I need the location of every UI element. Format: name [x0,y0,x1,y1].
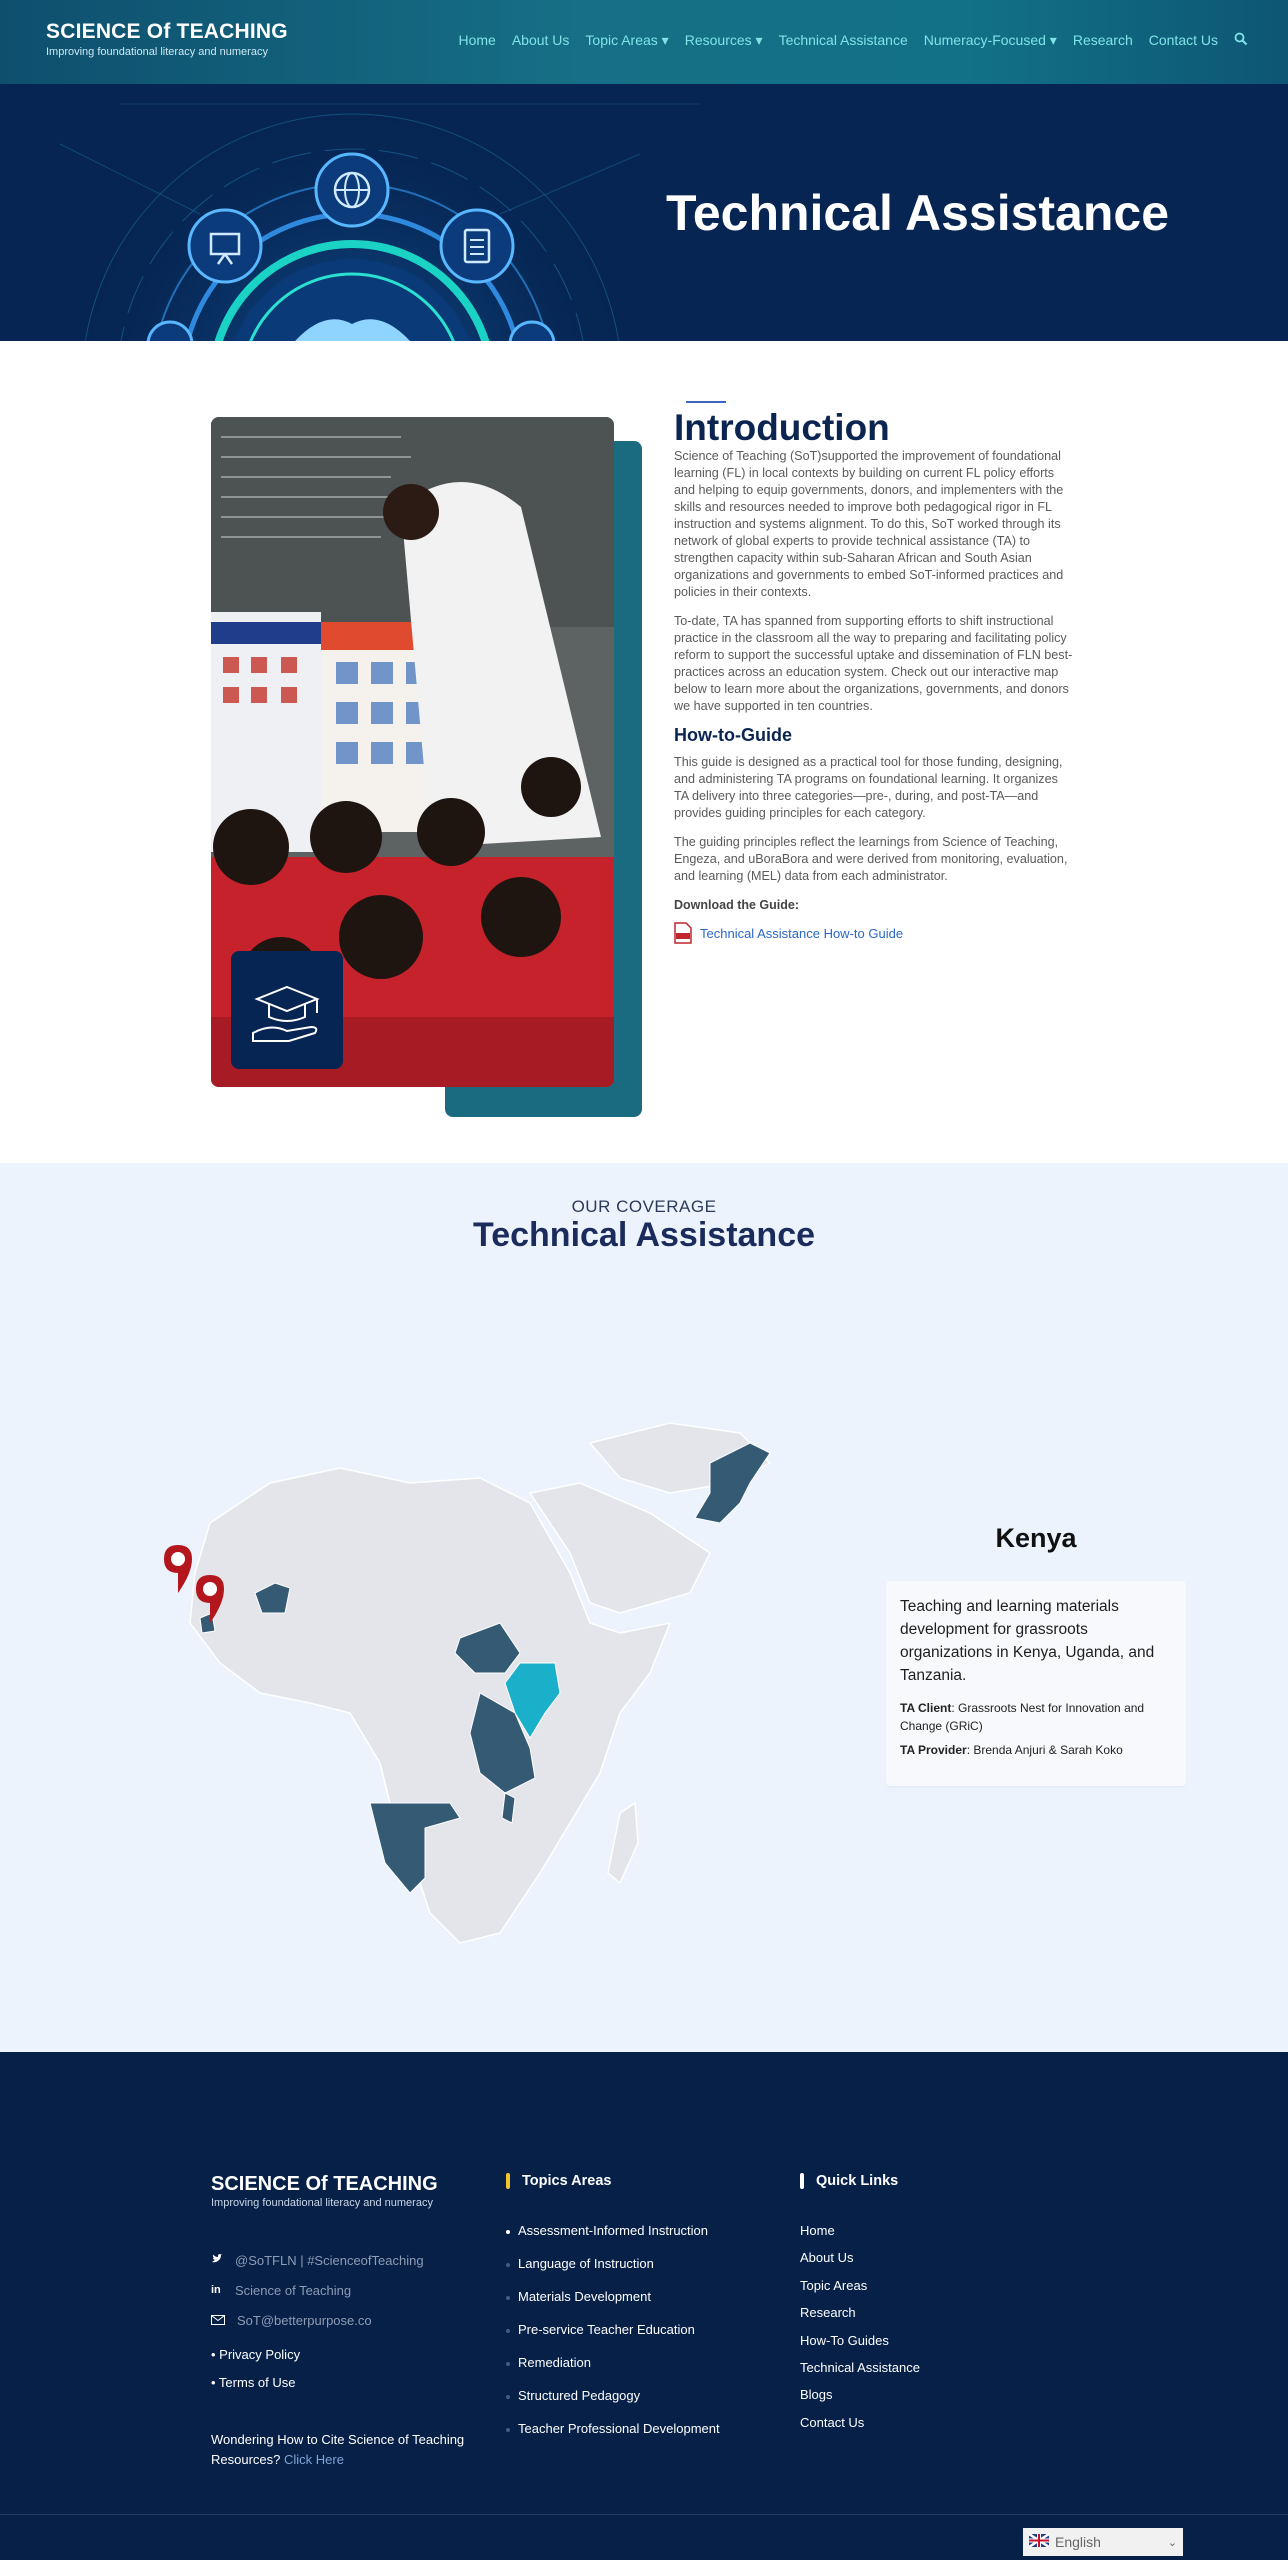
download-guide-link[interactable] [674,922,1074,944]
nav-resources[interactable]: Resources ▾ [684,32,763,48]
uk-flag-icon [1029,2534,1049,2550]
nav-contact-us[interactable]: Contact Us [1148,32,1218,48]
quick-link[interactable]: Technical Assistance [800,2359,920,2375]
quick-links-heading [800,2173,920,2189]
social-email[interactable] [211,2305,424,2335]
graduation-cap-icon [231,951,343,1069]
page-title: Technical Assistance [666,185,1170,241]
language-selector[interactable] [1023,2528,1183,2556]
citation-link[interactable]: Click Here [284,2452,344,2467]
search-icon[interactable] [1234,32,1248,46]
citation-note [211,2430,491,2470]
topic-link-text[interactable]: Assessment-Informed Instruction [518,2223,709,2238]
download-guide-link-text[interactable]: Technical Assistance How-to Guide [700,925,904,941]
topic-link[interactable] [506,2223,720,2256]
footer-quick-links [800,2173,920,2442]
hero-tech-graphic [0,84,700,341]
citation-text: Wondering How to Cite Science of Teaching Resources? [211,2432,465,2467]
ta-provider-label: TA Provider [900,1743,967,1757]
social-twitter-text[interactable]: @SoTFLN | #ScienceofTeaching [235,2252,424,2268]
quick-link[interactable]: How-To Guides [800,2332,889,2348]
site-footer [0,2052,1288,2560]
topic-link[interactable] [506,2322,720,2355]
quick-link[interactable]: Contact Us [800,2414,865,2430]
quick-link[interactable]: Blogs [800,2387,833,2403]
nav-topic-areas[interactable]: Topic Areas ▾ [585,32,669,48]
ta-client-value: : Grassroots Nest for Innovation and Change (GRiC) [900,1701,1145,1733]
quick-link[interactable]: Research [800,2305,856,2321]
quick-links-heading-text: Quick Links [816,2173,899,2189]
site-header [0,0,1288,84]
hero-banner [0,84,1288,341]
topic-link[interactable] [506,2289,720,2322]
footer-brand-tagline: Improving foundational literacy and numeracy [211,2197,433,2209]
social-twitter[interactable] [211,2245,424,2275]
topic-link-text[interactable]: Structured Pedagogy [518,2388,641,2403]
introduction-heading: Introduction [674,407,890,448]
footer-divider [0,2514,1288,2515]
main-nav [458,32,1248,49]
nav-numeracy-focused[interactable]: Numeracy-Focused ▾ [923,32,1057,48]
topic-link[interactable] [506,2388,720,2421]
social-linkedin[interactable] [211,2275,424,2305]
footer-legal-links [211,2347,300,2403]
topics-heading-text: Topics Areas [522,2173,612,2189]
nav-technical-assistance[interactable]: Technical Assistance [778,32,908,48]
heading-accent-rule [686,401,726,403]
introduction-text [674,401,1074,944]
ta-provider [900,1741,1172,1759]
guide-paragraph: This guide is designed as a practical tool for those funding, designing, and administering TA programs on foundational learning. It organizes TA delivery into three categories—pre-, during, and post-TA—and provides guiding principles for each category. [674,755,1063,820]
nav-home[interactable]: Home [458,32,496,48]
footer-brand-title: SCIENCE Of TEACHING [211,2173,438,2195]
brand-title: SCIENCE Of TEACHING [46,20,288,43]
topic-link[interactable] [506,2256,720,2289]
nav-about-us[interactable]: About Us [511,32,570,48]
linkedin-icon: in [211,2284,221,2296]
twitter-icon [211,2253,223,2268]
map-land-madagascar [608,1803,638,1883]
graduation-cap-badge [231,951,343,1069]
country-info-card [886,1581,1186,1786]
terms-of-use-link[interactable]: • Terms of Use [211,2375,296,2390]
quick-link[interactable]: About Us [800,2250,854,2266]
intro-paragraph: Science of Teaching (SoT)supported the improvement of foundational learning (FL) in local contexts by building on current FL policy efforts and helping to equip governments, donors, and implementers with the skills and resources needed to improve both pedagogical rigor in FL instruction and systems alignment. To do this, SoT worked through its network of global experts to provide technical assistance (TA) to strengthen capacity within sub-Saharan African and South Asian organizations and governments to embed SoT-informed practices and policies in their contexts. [674,449,1064,599]
quick-links-heading-bar [800,2173,804,2189]
topic-link-text[interactable]: Pre-service Teacher Education [518,2322,695,2337]
footer-logo[interactable] [211,2173,438,2209]
coverage-title: Technical Assistance [472,1216,816,1254]
download-label: Download the Guide: [674,898,799,912]
brand-tagline: Improving foundational literacy and numeracy [46,46,268,58]
coverage-map[interactable] [150,1373,850,1973]
site-logo[interactable] [46,20,288,58]
topics-heading-bar [506,2173,510,2189]
ta-provider-value: : Brenda Anjuri & Sarah Koko [966,1743,1123,1757]
social-email-text[interactable]: SoT@betterpurpose.co [237,2312,372,2328]
pdf-icon [674,922,692,944]
topic-link-text[interactable]: Teacher Professional Development [518,2421,720,2436]
topic-link[interactable] [506,2355,720,2388]
country-project-description: Teaching and learning materials development for grassroots organizations in Kenya, Uganda, and Tanzania. [900,1598,1155,1684]
chevron-down-icon: ⌄ [1167,2536,1177,2549]
how-to-guide-heading: How-to-Guide [674,725,792,745]
intro-paragraph: To-date, TA has spanned from supporting efforts to shift instructional practice in the classroom all the way to preparing and facilitating policy reform to support the successful uptake and dissemination of FLN best-practices across an education system. Check out our interactive map below to learn more about the organizations, governments, and donors we have supported in ten countries. [674,614,1073,713]
introduction-section [0,341,1288,1163]
language-selected: English [1055,2534,1101,2550]
map-marker-senegal[interactable] [164,1545,192,1593]
quick-link[interactable]: Topic Areas [800,2277,868,2293]
topic-link-text[interactable]: Language of Instruction [518,2256,654,2271]
topics-heading [506,2173,720,2189]
ta-client [900,1699,1172,1735]
guide-paragraph: The guiding principles reflect the learnings from Science of Teaching, Engeza, and uBoraBora and were derived from monitoring, evaluation, and learning (MEL) data from each administrator. [674,835,1068,883]
coverage-section [0,1163,1288,2052]
footer-topics [506,2173,720,2454]
nav-research[interactable]: Research [1072,32,1133,48]
topic-link[interactable] [506,2421,720,2454]
quick-link[interactable]: Home [800,2223,835,2238]
email-icon [211,2313,225,2328]
privacy-policy-link[interactable]: • Privacy Policy [211,2347,301,2362]
coverage-kicker: OUR COVERAGE [571,1197,717,1216]
selected-country-name: Kenya [995,1523,1077,1553]
footer-social [211,2245,424,2335]
social-linkedin-text[interactable]: Science of Teaching [235,2282,352,2298]
topic-link-text[interactable]: Materials Development [518,2289,651,2304]
topic-link-text[interactable]: Remediation [518,2355,591,2370]
ta-client-label: TA Client [900,1701,952,1715]
